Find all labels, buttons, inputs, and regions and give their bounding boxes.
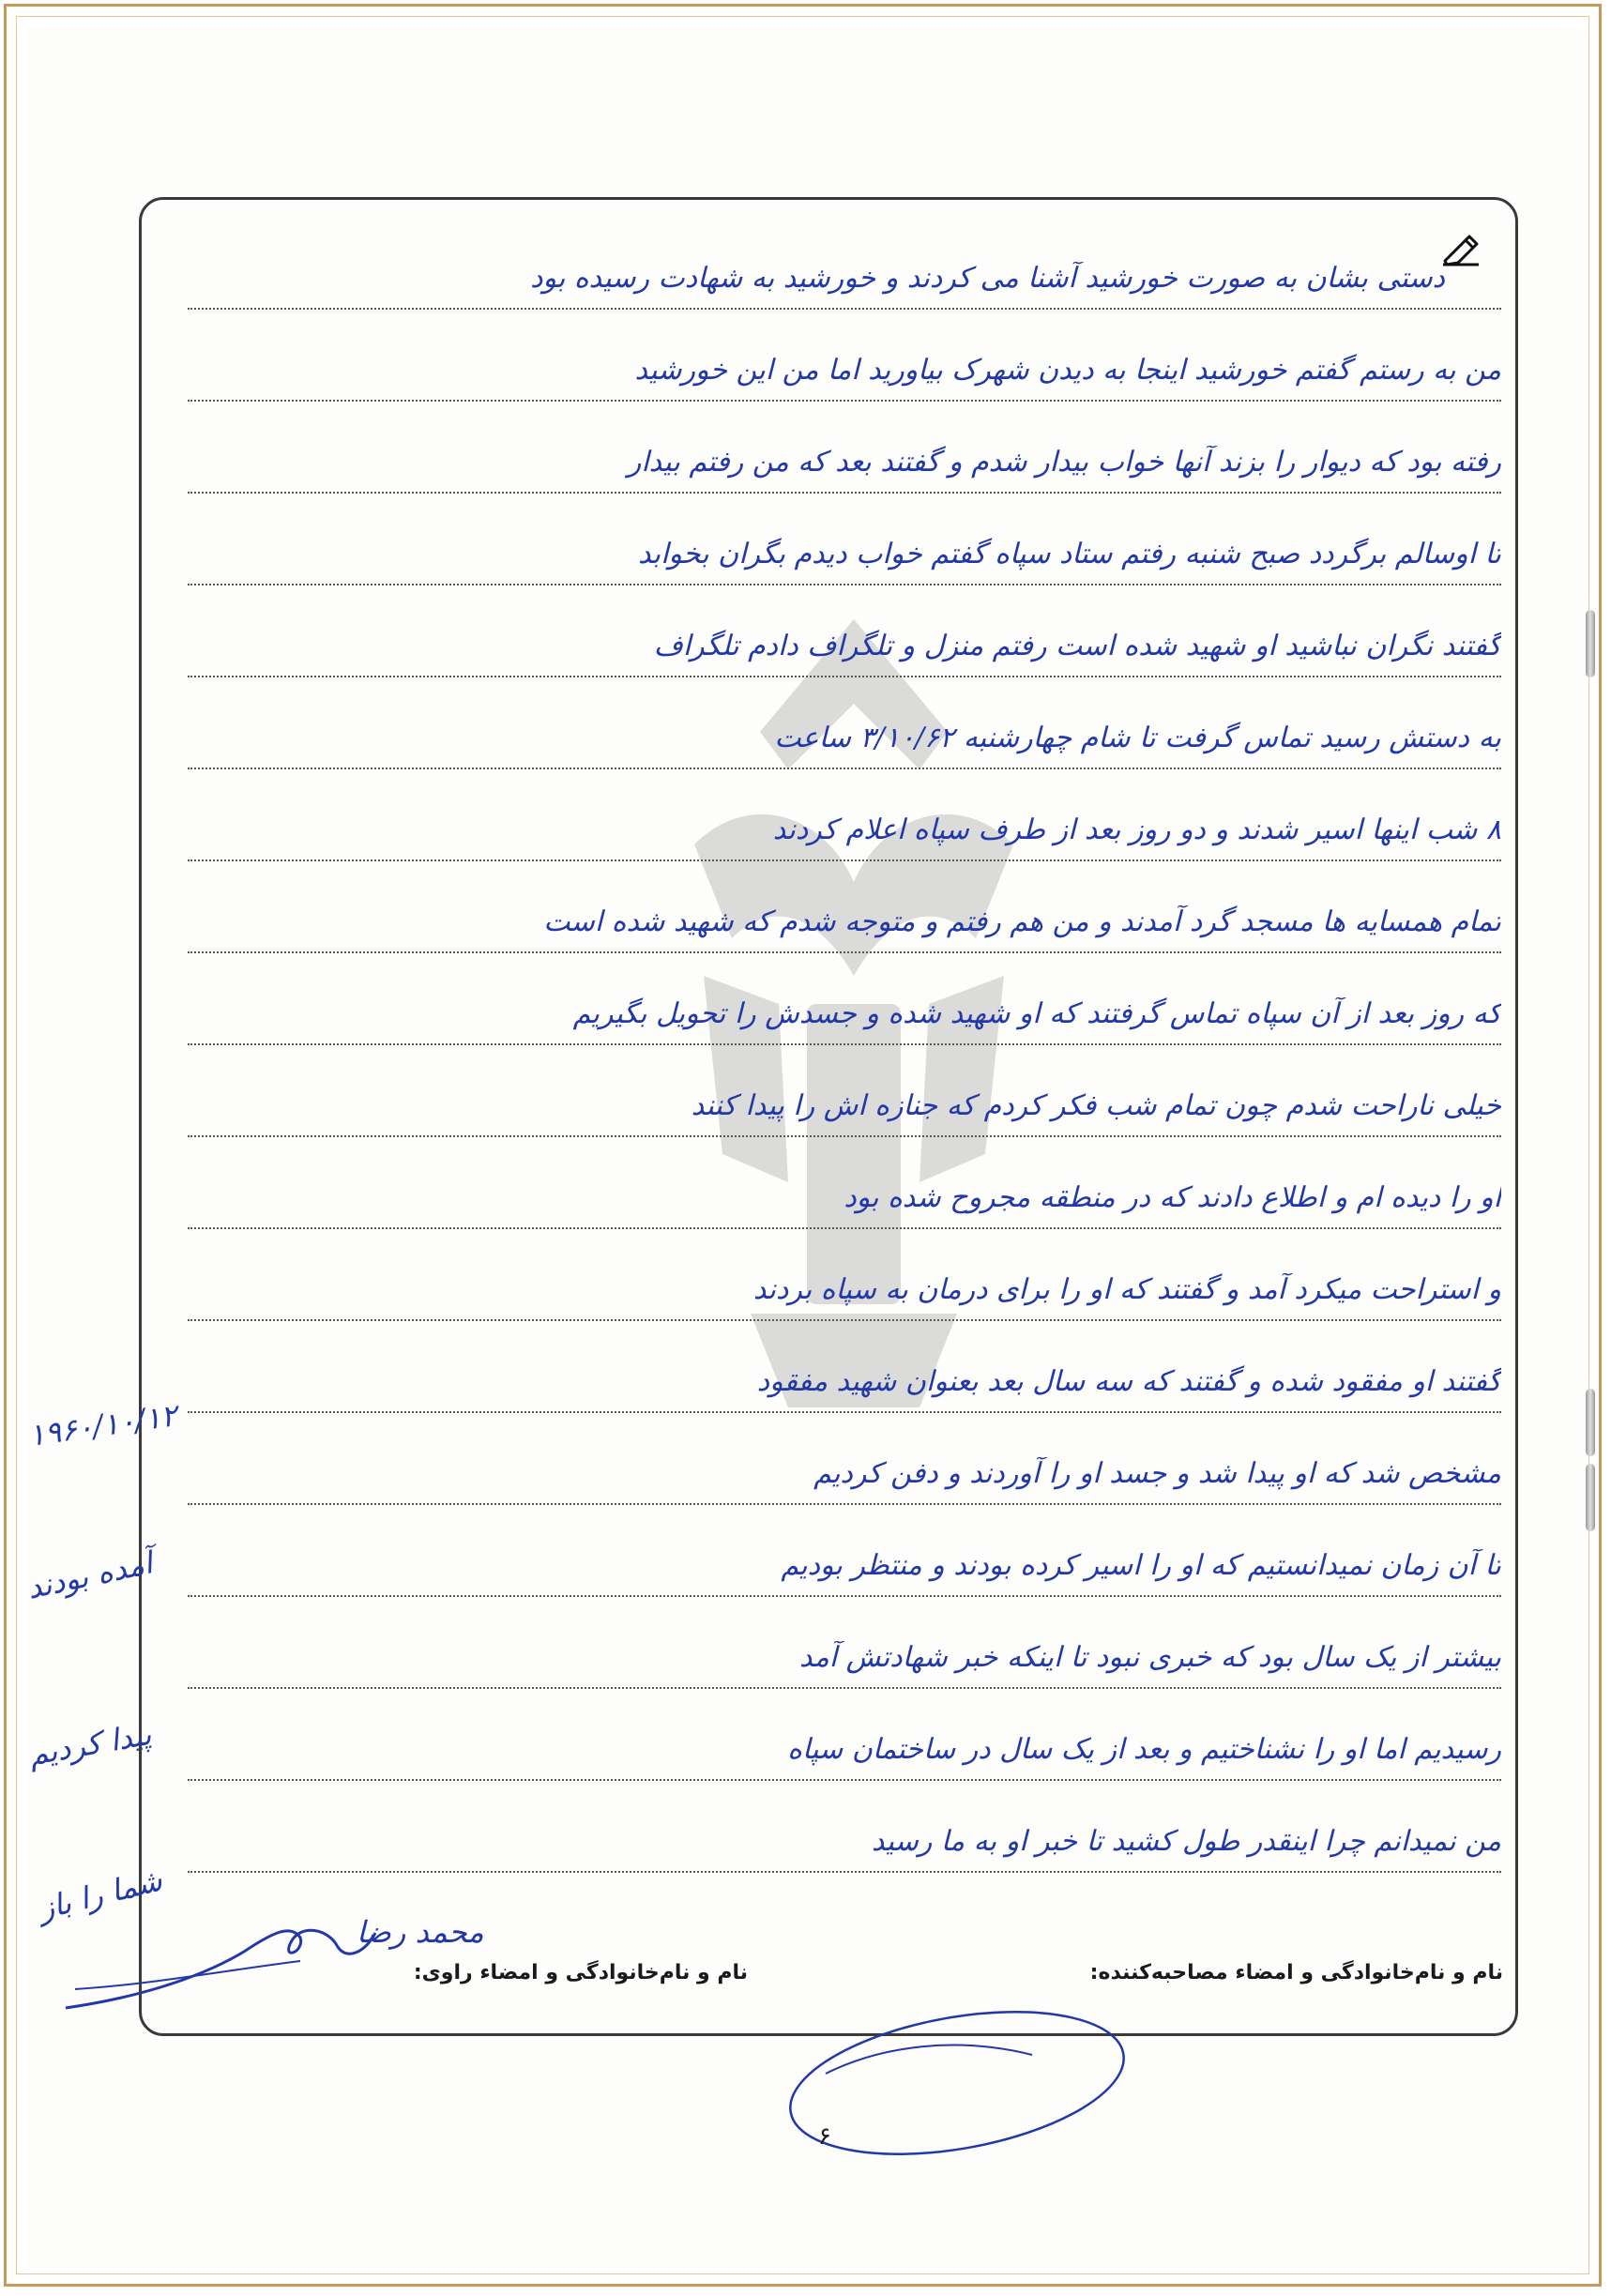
handwritten-line: بیشتر از یک سال بود که خبری نبود تا اینکه خبر شهادتش آمد [798,1641,1501,1674]
binder-clip [1586,1464,1595,1531]
margin-note: آمده بودند [23,1544,156,1606]
ruled-line [188,1706,1501,1781]
handwritten-line: مشخص شد که او پیدا شد و جسد او را آوردند و دفن کردیم [813,1457,1501,1490]
margin-note: پیدا کردیم [25,1715,155,1773]
binder-clip [1586,610,1595,677]
handwritten-line: تمام همسایه ها مسجد گرد آمدند و من هم رفتم و متوجه شدم که شهید شده است [543,905,1501,938]
handwritten-line: دستی بشان به صورت خورشید آشنا می کردند و خورشید به شهادت رسیده بود [530,262,1445,295]
ruled-line [188,602,1501,677]
margin-note: شما را باز [35,1862,166,1927]
ruled-line [188,786,1501,861]
handwritten-line: او را دیده ام و اطلاع دادند که در منطقه مجروح شده بود [843,1181,1501,1214]
ruled-line [188,418,1501,494]
ruled-line [188,510,1501,585]
ruled-line [188,327,1501,402]
ruled-line [188,1798,1501,1873]
handwritten-line: رفته بود که دیوار را بزند آنها خواب بیدار شدم و گفتند بعد که من رفتم بیدار [627,446,1501,479]
binder-clip [1586,1389,1595,1456]
ruled-line [188,1062,1501,1137]
handwritten-line: خیلی ناراحت شدم چون تمام شب فکر کردم که جنازه اش را پیدا کنند [691,1089,1501,1122]
page-number: ۶ [818,2122,831,2151]
handwritten-line: رسیدیم اما او را نشناختیم و بعد از یک سال در ساختمان سپاه [787,1733,1501,1766]
ruled-line [188,694,1501,769]
margin-note: ۱۹۶۰/۱۰/۱۲ [26,1397,179,1453]
ruled-line [188,1430,1501,1505]
handwritten-line: و استراحت میکرد آمد و گفتند که او را برای درمان به سپاه بردند [752,1273,1501,1306]
interviewer-signature-label: نام و نام‌خانوادگی و امضاء مصاحبه‌کننده: [1089,1961,1503,1984]
handwritten-line: که روز بعد از آن سپاه تماس گرفتند که او شهید شده و جسدش را تحویل بگیریم [572,997,1501,1030]
handwritten-line: ۸ شب اینها اسیر شدند و دو روز بعد از طرف سپاه اعلام کردند [772,813,1501,846]
ruled-line [188,878,1501,953]
ruled-line [188,235,1501,310]
ruled-line [188,1246,1501,1321]
ruled-line [188,970,1501,1045]
handwritten-line: من به رستم گفتم خورشید اینجا به دیدن شهرک بیاورید اما من این خورشید [634,354,1501,387]
ruled-line [188,1154,1501,1229]
handwritten-line: تا اوسالم برگردد صبح شنبه رفتم ستاد سپاه گفتم خواب دیدم بگران بخوابد [638,538,1501,570]
handwritten-text-area [169,235,1501,1942]
handwritten-line: به دستش رسید تماس گرفت تا شام چهارشنبه ۳/۱۰/۶۲ ساعت [774,722,1501,754]
handwritten-line: گفتند او مفقود شده و گفتند که سه سال بعد بعنوان شهید مفقود [756,1365,1501,1398]
ruled-line [188,1338,1501,1413]
handwritten-line: تا آن زمان نمیدانستیم که او را اسیر کرده بودند و منتظر بودیم [781,1549,1501,1582]
handwritten-line: من نمیدانم چرا اینقدر طول کشید تا خبر او به ما رسید [871,1825,1501,1858]
ruled-line [188,1522,1501,1597]
ruled-line [188,1614,1501,1689]
handwritten-line: گفتند نگران نباشید او شهید شده است رفتم منزل و تلگراف دادم تلگراف [653,630,1501,662]
narrator-signature-label: نام و نام‌خانوادگی و امضاء راوی: [413,1961,748,1984]
narrator-signature-name: محمد رضا [357,1914,484,1950]
